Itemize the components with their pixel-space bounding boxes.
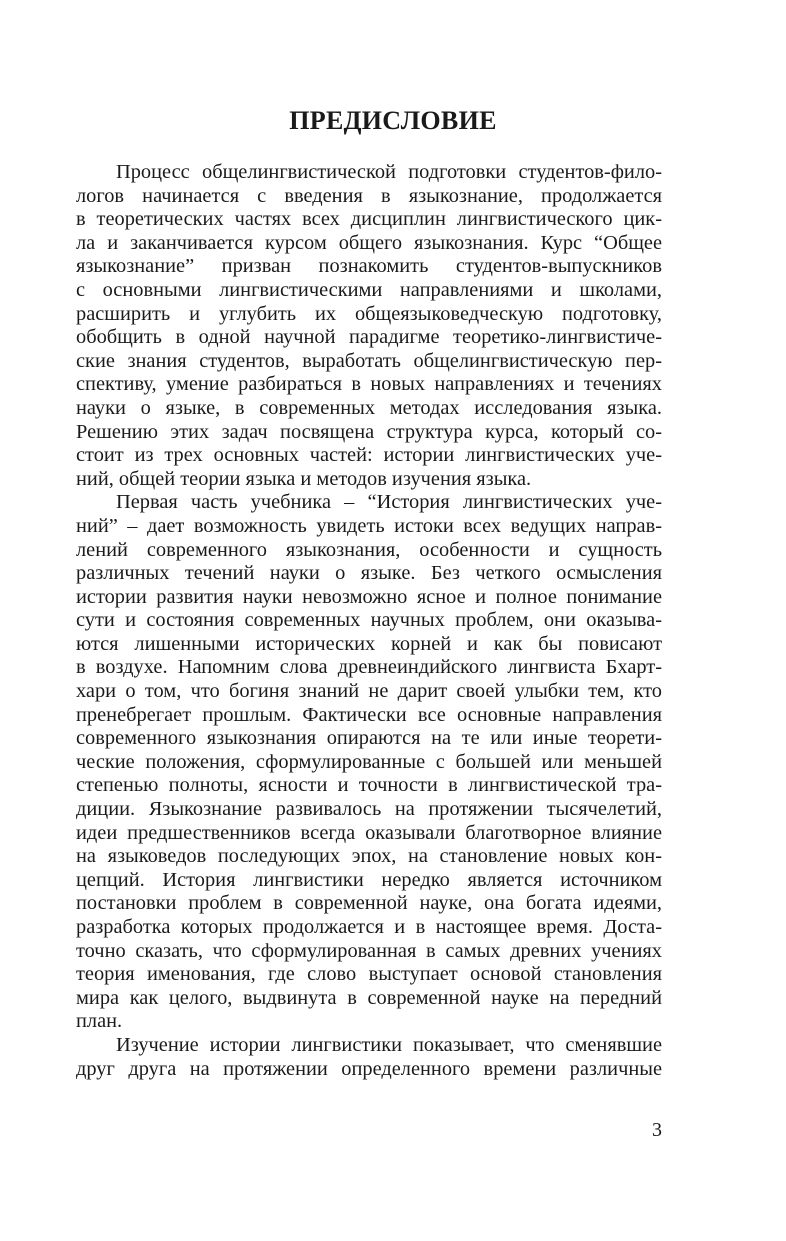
text-line: в теоретических частях всех дисциплин лингвистического цик- <box>76 208 662 231</box>
text-line: Решению этих задач посвящена структура курса, который со- <box>76 420 662 443</box>
text-line: языкознание” призван познакомить студентов-выпускников <box>76 255 662 278</box>
text-line: цепций. История лингвистики нередко является источником <box>76 868 662 891</box>
text-line: истории развития науки невозможно ясное и полное понимание <box>76 585 662 608</box>
text-line: логов начинается с введения в языкознание, продолжается <box>76 184 662 207</box>
text-line: на языковедов последующих эпох, на становление новых кон- <box>76 845 662 868</box>
text-line: теория именования, где слово выступает основой становления <box>76 963 662 986</box>
text-line: различных течений науки о языке. Без четкого осмысления <box>76 562 662 585</box>
body-text <box>76 161 662 1081</box>
text-line: точно сказать, что сформулированная в самых древних учениях <box>76 939 662 962</box>
text-line: с основными лингвистическими направлениями и школами, <box>76 278 662 301</box>
text-line: разработка которых продолжается и в настоящее время. Доста- <box>76 916 662 938</box>
text-line: ются лишенными исторических корней и как бы повисают <box>76 632 662 655</box>
text-line: спективу, умение разбираться в новых направлениях и течениях <box>76 373 662 396</box>
text-line: мира как целого, выдвинута в современной науке на передний <box>76 986 662 1009</box>
text-line: хари о том, что богиня знаний не дарит своей улыбки тем, кто <box>76 680 662 703</box>
text-line: ские знания студентов, выработать общелингвистическую пер- <box>76 349 662 372</box>
text-line: ческие положения, сформулированные с большей или меньшей <box>76 750 662 773</box>
text-line: друг друга на протяжении определенного времени различные <box>76 1057 662 1080</box>
text-line: пренебрегает прошлым. Фактически все основные направления <box>76 703 662 726</box>
text-line: стоит из трех основных частей: истории лингвистических уче- <box>76 444 662 467</box>
text-line: современного языкознания опираются на те или иные теорети- <box>76 727 662 750</box>
paragraph-3 <box>76 1034 662 1081</box>
text-line: степенью полноты, ясности и точности в лингвистической тра- <box>76 774 662 797</box>
text-line: в воздухе. Напомним слова древнеиндийского лингвиста Бхарт- <box>76 656 662 679</box>
text-line: Первая часть учебника – “История лингвистических уче- <box>116 491 662 514</box>
text-line: план. <box>76 1010 123 1033</box>
text-line: постановки проблем в современной науке, она богата идеями, <box>76 892 662 915</box>
text-line: расширить и углубить их общеязыковедческую подготовку, <box>76 302 662 325</box>
page-number: 3 <box>652 1119 662 1141</box>
text-line: науки о языке, в современных методах исследования языка. <box>76 396 662 419</box>
text-line: обобщить в одной научной парадигме теоретико-лингвистиче- <box>76 326 662 349</box>
text-line: диции. Языкознание развивалось на протяжении тысячелетий, <box>76 798 662 821</box>
text-line: ла и заканчивается курсом общего языкознания. Курс “Общее <box>76 231 662 254</box>
text-line: ний” – дает возможность увидеть истоки всех ведущих направ- <box>76 514 662 537</box>
text-line: Процесс общелингвистической подготовки студентов-фило- <box>116 161 662 183</box>
text-line: сути и состояния современных научных проблем, они оказыва- <box>76 609 662 632</box>
text-line: ний, общей теории языка и методов изучения языка. <box>76 467 532 490</box>
text-line: Изучение истории лингвистики показывает, что сменявшие <box>116 1033 662 1056</box>
text-line: идеи предшественников всегда оказывали благотворное влияние <box>76 821 662 844</box>
paragraph-2 <box>76 491 662 1034</box>
text-line: лений современного языкознания, особенности и сущность <box>76 538 662 561</box>
paragraph-1 <box>76 161 662 491</box>
page-title: ПРЕДИСЛОВИЕ <box>289 106 497 135</box>
